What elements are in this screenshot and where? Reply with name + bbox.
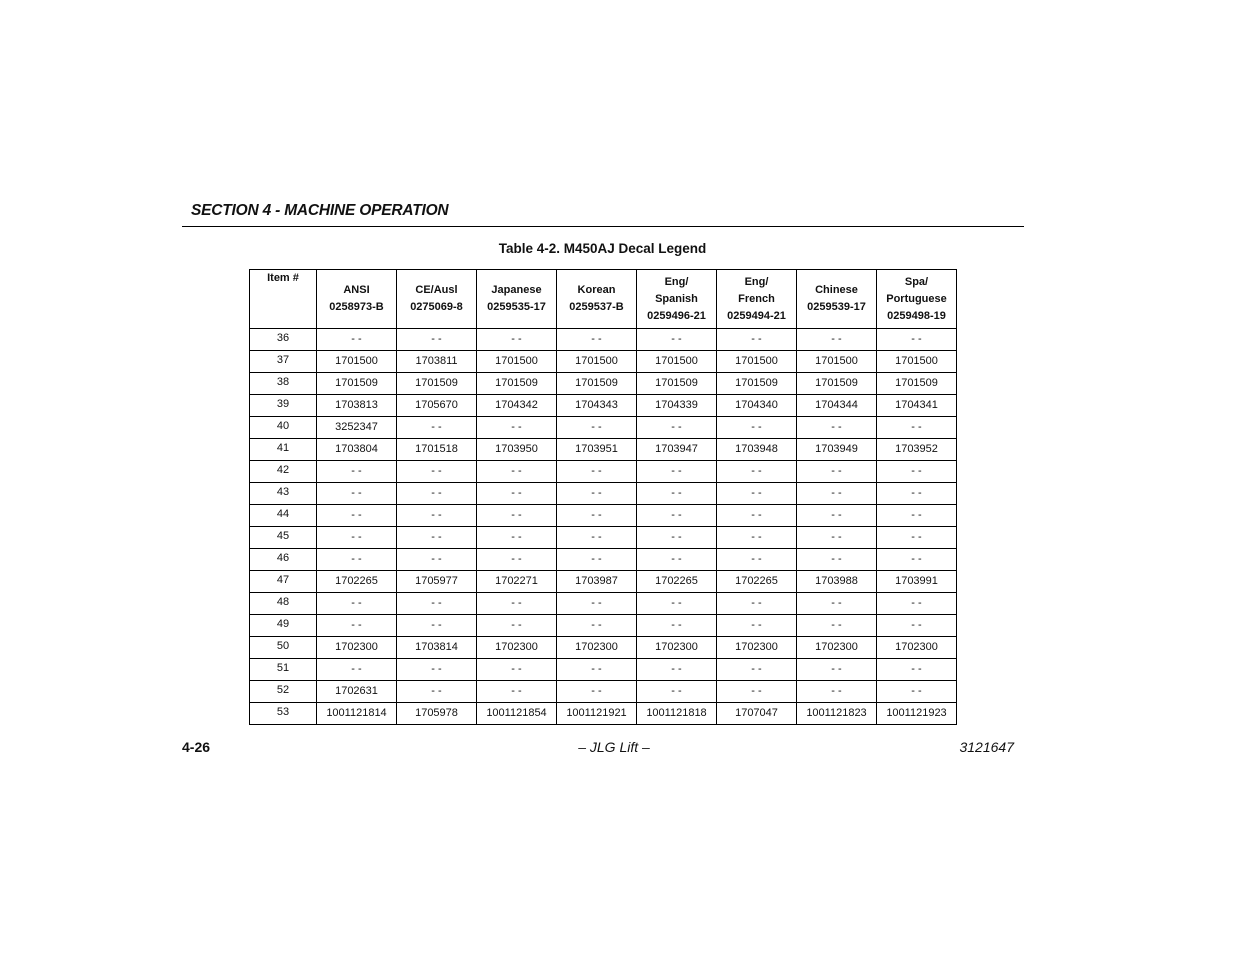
table-row <box>250 549 957 571</box>
part-number-cell: - - <box>877 461 957 483</box>
column-header-line: Spa/ <box>904 275 929 288</box>
column-header-line: Eng/ <box>744 275 769 288</box>
part-number-cell: - - <box>477 461 557 483</box>
part-number-cell: - - <box>637 659 717 681</box>
part-number-cell: 1702265 <box>317 571 397 593</box>
part-number-cell: - - <box>877 615 957 637</box>
part-number-cell: 1703991 <box>877 571 957 593</box>
part-number-cell: - - <box>477 483 557 505</box>
column-header-line: Korean <box>577 284 616 296</box>
table-row <box>250 527 957 549</box>
item-number-cell: 48 <box>250 593 317 615</box>
column-header-line: CE/Ausl <box>415 284 458 296</box>
part-number-cell: 1705977 <box>397 571 477 593</box>
part-number-cell: 1703947 <box>637 439 717 461</box>
part-number-cell: - - <box>557 461 637 483</box>
part-number-cell: 1001121814 <box>317 703 397 725</box>
column-header <box>557 270 637 329</box>
part-number-cell: - - <box>877 549 957 571</box>
item-number-cell: 43 <box>250 483 317 505</box>
item-number-cell: 39 <box>250 395 317 417</box>
part-number-cell: - - <box>477 549 557 571</box>
part-number-cell: - - <box>877 593 957 615</box>
part-number-cell: - - <box>397 681 477 703</box>
part-number-cell: 3252347 <box>317 417 397 439</box>
part-number-cell: 1702300 <box>877 637 957 659</box>
part-number-cell: - - <box>637 593 717 615</box>
part-number-cell: 1702300 <box>557 637 637 659</box>
table-row <box>250 681 957 703</box>
part-number-cell: 1701500 <box>717 351 797 373</box>
part-number-cell: - - <box>397 659 477 681</box>
part-number-cell: - - <box>397 461 477 483</box>
part-number-cell: 1707047 <box>717 703 797 725</box>
column-header <box>250 270 317 329</box>
table-caption: Table 4-2. M450AJ Decal Legend <box>498 241 707 256</box>
part-number-cell: - - <box>557 505 637 527</box>
part-number-cell: 1701518 <box>397 439 477 461</box>
part-number-cell: 1001121823 <box>797 703 877 725</box>
table-row <box>250 439 957 461</box>
table-row <box>250 417 957 439</box>
part-number-cell: - - <box>877 505 957 527</box>
part-number-cell: - - <box>557 329 637 351</box>
column-header-line: 0275069-8 <box>410 301 463 313</box>
column-header-line: Spanish <box>655 292 698 305</box>
part-number-cell: 1702631 <box>317 681 397 703</box>
part-number-cell: - - <box>717 417 797 439</box>
part-number-cell: 1705978 <box>397 703 477 725</box>
part-number-cell: 1001121818 <box>637 703 717 725</box>
part-number-cell: - - <box>877 483 957 505</box>
column-header-line: 0259496-21 <box>647 309 706 322</box>
table-header-row <box>250 270 957 329</box>
part-number-cell: 1703804 <box>317 439 397 461</box>
part-number-cell: - - <box>637 505 717 527</box>
column-header <box>637 270 717 329</box>
column-header-line: 0259494-21 <box>727 309 786 322</box>
table-row <box>250 593 957 615</box>
part-number-cell: 1704342 <box>477 395 557 417</box>
part-number-cell: - - <box>397 549 477 571</box>
part-number-cell: 1702265 <box>637 571 717 593</box>
table-row <box>250 571 957 593</box>
column-header-line: 0259498-19 <box>887 309 946 322</box>
table-row <box>250 703 957 725</box>
part-number-cell: 1703951 <box>557 439 637 461</box>
part-number-cell: 1703988 <box>797 571 877 593</box>
item-number-cell: 38 <box>250 373 317 395</box>
part-number-cell: - - <box>877 417 957 439</box>
footer-brand: – JLG Lift – <box>578 739 650 755</box>
part-number-cell: 1701500 <box>557 351 637 373</box>
part-number-cell: - - <box>397 417 477 439</box>
column-header-line: Portuguese <box>886 292 947 305</box>
part-number-cell: - - <box>717 681 797 703</box>
section-title: SECTION 4 - MACHINE OPERATION <box>191 202 449 219</box>
part-number-cell: 1701500 <box>477 351 557 373</box>
item-number-cell: 45 <box>250 527 317 549</box>
part-number-cell: 1701509 <box>557 373 637 395</box>
column-header <box>717 270 797 329</box>
part-number-cell: 1703813 <box>317 395 397 417</box>
column-header-line: ANSI <box>343 284 370 296</box>
part-number-cell: - - <box>637 527 717 549</box>
part-number-cell: - - <box>717 549 797 571</box>
part-number-cell: 1704341 <box>877 395 957 417</box>
table-row <box>250 659 957 681</box>
part-number-cell: - - <box>477 593 557 615</box>
column-header-line: Eng/ <box>664 275 689 288</box>
part-number-cell: 1703949 <box>797 439 877 461</box>
table-row <box>250 329 957 351</box>
part-number-cell: - - <box>397 527 477 549</box>
part-number-cell: - - <box>317 329 397 351</box>
part-number-cell: 1702300 <box>477 637 557 659</box>
column-header <box>317 270 397 329</box>
item-number-cell: 36 <box>250 329 317 351</box>
document-number: 3121647 <box>959 739 1014 755</box>
table-row <box>250 351 957 373</box>
item-number-cell: 51 <box>250 659 317 681</box>
part-number-cell: - - <box>317 549 397 571</box>
part-number-cell: 1701509 <box>717 373 797 395</box>
item-number-cell: 40 <box>250 417 317 439</box>
column-header-line: 0259539-17 <box>807 301 866 313</box>
table-row <box>250 505 957 527</box>
part-number-cell: 1703952 <box>877 439 957 461</box>
part-number-cell: 1701509 <box>797 373 877 395</box>
table-row <box>250 395 957 417</box>
part-number-cell: 1701509 <box>637 373 717 395</box>
part-number-cell: - - <box>797 593 877 615</box>
part-number-cell: - - <box>717 615 797 637</box>
part-number-cell: - - <box>797 615 877 637</box>
part-number-cell: - - <box>557 417 637 439</box>
part-number-cell: - - <box>717 483 797 505</box>
part-number-cell: 1702300 <box>797 637 877 659</box>
part-number-cell: - - <box>317 593 397 615</box>
part-number-cell: - - <box>637 417 717 439</box>
item-number-cell: 46 <box>250 549 317 571</box>
part-number-cell: 1001121854 <box>477 703 557 725</box>
part-number-cell: - - <box>477 527 557 549</box>
header-rule <box>182 226 1024 227</box>
part-number-cell: - - <box>557 549 637 571</box>
table-row <box>250 637 957 659</box>
part-number-cell: 1704343 <box>557 395 637 417</box>
part-number-cell: - - <box>717 659 797 681</box>
part-number-cell: - - <box>797 417 877 439</box>
part-number-cell: - - <box>797 549 877 571</box>
table-body <box>250 329 957 725</box>
part-number-cell: - - <box>717 527 797 549</box>
part-number-cell: - - <box>317 483 397 505</box>
column-header <box>797 270 877 329</box>
part-number-cell: - - <box>397 483 477 505</box>
part-number-cell: 1703948 <box>717 439 797 461</box>
column-header <box>397 270 477 329</box>
part-number-cell: 1705670 <box>397 395 477 417</box>
part-number-cell: - - <box>317 505 397 527</box>
column-header-line: Japanese <box>491 284 542 296</box>
part-number-cell: - - <box>557 593 637 615</box>
part-number-cell: - - <box>477 505 557 527</box>
item-number-cell: 37 <box>250 351 317 373</box>
part-number-cell: - - <box>557 615 637 637</box>
part-number-cell: - - <box>717 505 797 527</box>
part-number-cell: 1701509 <box>877 373 957 395</box>
item-number-cell: 53 <box>250 703 317 725</box>
part-number-cell: 1703987 <box>557 571 637 593</box>
part-number-cell: - - <box>717 461 797 483</box>
part-number-cell: - - <box>877 659 957 681</box>
part-number-cell: - - <box>477 615 557 637</box>
part-number-cell: - - <box>797 461 877 483</box>
part-number-cell: - - <box>317 659 397 681</box>
part-number-cell: - - <box>797 681 877 703</box>
part-number-cell: - - <box>797 659 877 681</box>
part-number-cell: 1703811 <box>397 351 477 373</box>
part-number-cell: - - <box>477 329 557 351</box>
part-number-cell: - - <box>877 681 957 703</box>
part-number-cell: 1703950 <box>477 439 557 461</box>
part-number-cell: - - <box>557 483 637 505</box>
part-number-cell: - - <box>877 329 957 351</box>
part-number-cell: - - <box>477 417 557 439</box>
part-number-cell: 1702300 <box>637 637 717 659</box>
column-header-line: Item # <box>267 272 299 284</box>
column-header-line: 0259535-17 <box>487 301 546 313</box>
part-number-cell: - - <box>637 681 717 703</box>
table-row <box>250 615 957 637</box>
item-number-cell: 44 <box>250 505 317 527</box>
page-number: 4-26 <box>182 739 211 755</box>
decal-legend-table <box>249 269 957 725</box>
part-number-cell: - - <box>477 659 557 681</box>
part-number-cell: - - <box>317 527 397 549</box>
item-number-cell: 42 <box>250 461 317 483</box>
part-number-cell: - - <box>797 483 877 505</box>
column-header-line: 0258973-B <box>329 301 384 313</box>
column-header <box>477 270 557 329</box>
part-number-cell: 1702271 <box>477 571 557 593</box>
part-number-cell: - - <box>397 505 477 527</box>
column-header-line: Chinese <box>815 284 858 296</box>
table-row <box>250 483 957 505</box>
part-number-cell: 1701500 <box>797 351 877 373</box>
part-number-cell: 1701509 <box>477 373 557 395</box>
part-number-cell: 1702300 <box>317 637 397 659</box>
part-number-cell: - - <box>637 461 717 483</box>
item-number-cell: 52 <box>250 681 317 703</box>
item-number-cell: 49 <box>250 615 317 637</box>
part-number-cell: 1001121921 <box>557 703 637 725</box>
part-number-cell: - - <box>557 527 637 549</box>
part-number-cell: - - <box>797 329 877 351</box>
column-header-line: French <box>738 292 775 305</box>
part-number-cell: - - <box>557 659 637 681</box>
part-number-cell: 1701509 <box>317 373 397 395</box>
part-number-cell: - - <box>317 461 397 483</box>
part-number-cell: 1704344 <box>797 395 877 417</box>
part-number-cell: 1703814 <box>397 637 477 659</box>
part-number-cell: - - <box>877 527 957 549</box>
table-row <box>250 461 957 483</box>
part-number-cell: 1702265 <box>717 571 797 593</box>
part-number-cell: - - <box>637 483 717 505</box>
part-number-cell: - - <box>637 549 717 571</box>
column-header-line: 0259537-B <box>569 301 624 313</box>
part-number-cell: - - <box>637 329 717 351</box>
part-number-cell: - - <box>557 681 637 703</box>
part-number-cell: - - <box>397 593 477 615</box>
part-number-cell: 1701509 <box>397 373 477 395</box>
table-row <box>250 373 957 395</box>
part-number-cell: - - <box>717 329 797 351</box>
part-number-cell: 1704339 <box>637 395 717 417</box>
column-header <box>877 270 957 329</box>
part-number-cell: - - <box>397 329 477 351</box>
item-number-cell: 41 <box>250 439 317 461</box>
part-number-cell: - - <box>397 615 477 637</box>
part-number-cell: - - <box>717 593 797 615</box>
part-number-cell: - - <box>317 615 397 637</box>
part-number-cell: 1701500 <box>877 351 957 373</box>
part-number-cell: 1701500 <box>317 351 397 373</box>
part-number-cell: 1001121923 <box>877 703 957 725</box>
part-number-cell: - - <box>797 505 877 527</box>
part-number-cell: 1702300 <box>717 637 797 659</box>
part-number-cell: - - <box>477 681 557 703</box>
part-number-cell: 1704340 <box>717 395 797 417</box>
part-number-cell: - - <box>797 527 877 549</box>
part-number-cell: 1701500 <box>637 351 717 373</box>
item-number-cell: 47 <box>250 571 317 593</box>
item-number-cell: 50 <box>250 637 317 659</box>
part-number-cell: - - <box>637 615 717 637</box>
